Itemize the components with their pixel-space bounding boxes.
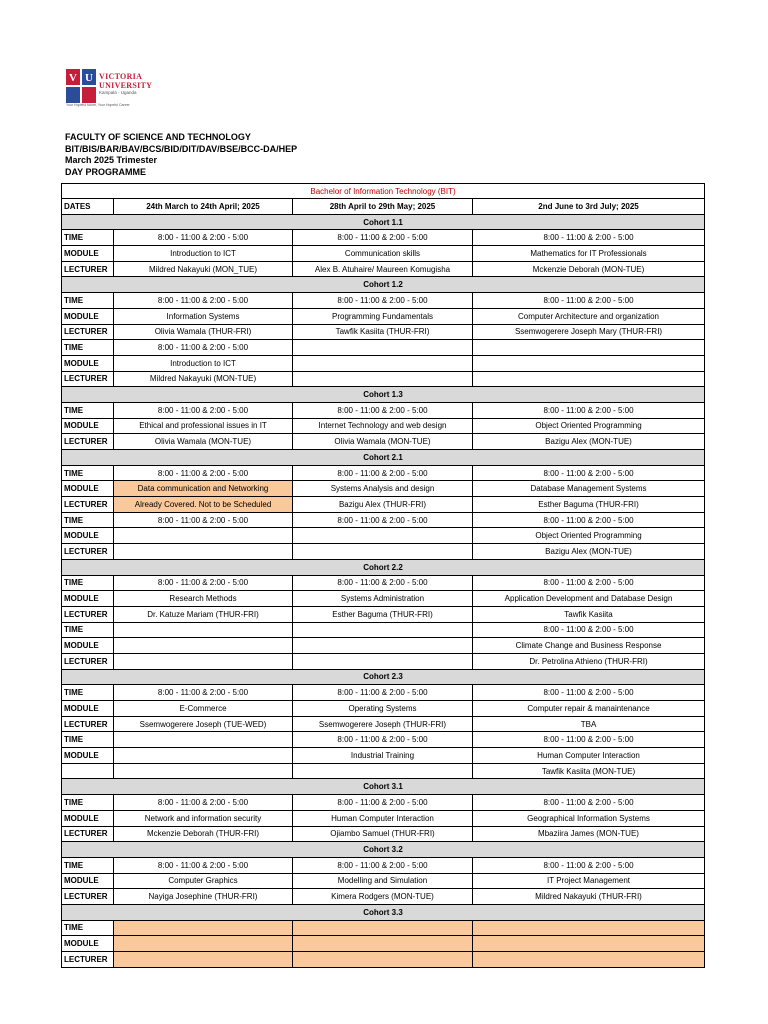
table-row: [62, 810, 705, 826]
table-cell: 8:00 - 11:00 & 2:00 - 5:00: [114, 795, 293, 811]
row-label: TIME: [62, 575, 114, 591]
table-cell: [473, 355, 705, 371]
table-cell: Kimera Rodgers (MON-TUE): [293, 889, 473, 905]
row-label: MODULE: [62, 481, 114, 497]
table-cell: Esther Baguma (THUR-FRI): [473, 497, 705, 513]
table-cell: Computer Graphics: [114, 873, 293, 889]
university-name-line1: VICTORIA: [99, 72, 143, 81]
cohort-row: [62, 779, 705, 795]
table-cell: 8:00 - 11:00 & 2:00 - 5:00: [293, 795, 473, 811]
table-cell: Mckenzie Deborah (MON-TUE): [473, 261, 705, 277]
table-cell: 8:00 - 11:00 & 2:00 - 5:00: [114, 340, 293, 356]
table-cell: E-Commerce: [114, 701, 293, 717]
row-label: TIME: [62, 732, 114, 748]
header-period-1: 24th March to 24th April; 2025: [114, 199, 293, 215]
table-row: [62, 246, 705, 262]
table-cell: Olivia Wamala (MON-TUE): [293, 434, 473, 450]
cohort-row: [62, 214, 705, 230]
row-label: MODULE: [62, 936, 114, 952]
table-cell: [293, 371, 473, 387]
university-name-line2: UNIVERSITY: [99, 81, 153, 90]
table-cell: [114, 544, 293, 560]
cohort-label: Cohort 3.2: [62, 842, 705, 858]
table-cell: Bazigu Alex (THUR-FRI): [293, 497, 473, 513]
row-label: LECTURER: [62, 324, 114, 340]
table-row: [62, 324, 705, 340]
table-title: Bachelor of Information Technology (BIT): [62, 184, 705, 199]
cohort-row: [62, 277, 705, 293]
table-cell: 8:00 - 11:00 & 2:00 - 5:00: [114, 465, 293, 481]
table-cell: [293, 763, 473, 779]
programme-type: DAY PROGRAMME: [65, 166, 147, 177]
row-label: TIME: [62, 512, 114, 528]
table-cell: Introduction to ICT: [114, 246, 293, 262]
table-cell: 8:00 - 11:00 & 2:00 - 5:00: [114, 512, 293, 528]
svg-text:V: V: [69, 72, 77, 84]
cohort-label: Cohort 2.2: [62, 559, 705, 575]
table-row: [62, 889, 705, 905]
table-row: [62, 497, 705, 513]
row-label: LECTURER: [62, 716, 114, 732]
table-cell: [114, 748, 293, 764]
table-cell: Already Covered. Not to be Scheduled: [114, 497, 293, 513]
table-row: [62, 763, 705, 779]
table-cell: [293, 952, 473, 968]
table-cell: [293, 544, 473, 560]
university-tagline: Your Hopeful future, Your Hopeful Career: [66, 103, 130, 107]
table-row: [62, 434, 705, 450]
table-cell: [473, 936, 705, 952]
table-header-row: [62, 199, 705, 215]
row-label: LECTURER: [62, 606, 114, 622]
university-name: [99, 72, 152, 90]
table-cell: Ssemwogerere Joseph (THUR-FRI): [293, 716, 473, 732]
table-title-row: [62, 184, 705, 199]
row-label: TIME: [62, 230, 114, 246]
table-cell: Network and information security: [114, 810, 293, 826]
table-cell: 8:00 - 11:00 & 2:00 - 5:00: [293, 402, 473, 418]
row-label: MODULE: [62, 810, 114, 826]
table-cell: 8:00 - 11:00 & 2:00 - 5:00: [473, 293, 705, 309]
table-cell: [473, 371, 705, 387]
table-row: [62, 716, 705, 732]
table-cell: 8:00 - 11:00 & 2:00 - 5:00: [473, 465, 705, 481]
table-cell: [293, 936, 473, 952]
table-cell: 8:00 - 11:00 & 2:00 - 5:00: [473, 402, 705, 418]
table-cell: 8:00 - 11:00 & 2:00 - 5:00: [473, 732, 705, 748]
table-cell: Mathematics for IT Professionals: [473, 246, 705, 262]
table-cell: Bazigu Alex (MON-TUE): [473, 434, 705, 450]
table-cell: Tawfik Kasiita (MON-TUE): [473, 763, 705, 779]
row-label: LECTURER: [62, 889, 114, 905]
table-cell: [114, 528, 293, 544]
table-cell: Information Systems: [114, 308, 293, 324]
table-row: [62, 528, 705, 544]
table-row: [62, 826, 705, 842]
table-cell: 8:00 - 11:00 & 2:00 - 5:00: [473, 857, 705, 873]
table-row: [62, 465, 705, 481]
table-cell: [114, 622, 293, 638]
table-cell: Ojiambo Samuel (THUR-FRI): [293, 826, 473, 842]
row-label: MODULE: [62, 591, 114, 607]
cohort-label: Cohort 1.3: [62, 387, 705, 403]
table-cell: Object Oriented Programming: [473, 418, 705, 434]
table-row: [62, 512, 705, 528]
table-cell: TBA: [473, 716, 705, 732]
table-cell: Research Methods: [114, 591, 293, 607]
cohort-label: Cohort 3.1: [62, 779, 705, 795]
table-row: [62, 402, 705, 418]
table-cell: Introduction to ICT: [114, 355, 293, 371]
table-row: [62, 638, 705, 654]
table-cell: Mildred Nakayuki (MON_TUE): [114, 261, 293, 277]
table-cell: Modelling and Simulation: [293, 873, 473, 889]
table-cell: Nayiga Josephine (THUR-FRI): [114, 889, 293, 905]
table-row: [62, 481, 705, 497]
table-cell: 8:00 - 11:00 & 2:00 - 5:00: [473, 795, 705, 811]
table-cell: Dr. Katuze Mariam (THUR-FRI): [114, 606, 293, 622]
table-row: [62, 622, 705, 638]
row-label: TIME: [62, 622, 114, 638]
table-cell: Human Computer Interaction: [293, 810, 473, 826]
table-cell: Geographical Information Systems: [473, 810, 705, 826]
row-label: TIME: [62, 340, 114, 356]
row-label: MODULE: [62, 246, 114, 262]
row-label: LECTURER: [62, 952, 114, 968]
table-cell: 8:00 - 11:00 & 2:00 - 5:00: [293, 512, 473, 528]
table-cell: 8:00 - 11:00 & 2:00 - 5:00: [293, 857, 473, 873]
cohort-row: [62, 387, 705, 403]
header-period-3: 2nd June to 3rd July; 2025: [473, 199, 705, 215]
table-cell: Internet Technology and web design: [293, 418, 473, 434]
table-cell: [114, 732, 293, 748]
table-cell: Alex B. Atuhaire/ Maureen Komugisha: [293, 261, 473, 277]
table-row: [62, 920, 705, 936]
row-label: MODULE: [62, 748, 114, 764]
row-label: MODULE: [62, 701, 114, 717]
table-cell: Mbaziira James (MON-TUE): [473, 826, 705, 842]
table-cell: [114, 638, 293, 654]
table-row: [62, 355, 705, 371]
table-cell: Mildred Nakayuki (MON-TUE): [114, 371, 293, 387]
table-cell: 8:00 - 11:00 & 2:00 - 5:00: [293, 230, 473, 246]
table-cell: Systems Administration: [293, 591, 473, 607]
table-cell: [293, 920, 473, 936]
table-row: [62, 732, 705, 748]
svg-text:U: U: [85, 72, 93, 84]
table-cell: Olivia Wamala (MON-TUE): [114, 434, 293, 450]
table-cell: Systems Analysis and design: [293, 481, 473, 497]
table-cell: 8:00 - 11:00 & 2:00 - 5:00: [293, 465, 473, 481]
table-cell: 8:00 - 11:00 & 2:00 - 5:00: [473, 575, 705, 591]
table-cell: [293, 528, 473, 544]
table-row: [62, 701, 705, 717]
table-cell: Ssemwogerere Joseph (TUE-WED): [114, 716, 293, 732]
cohort-label: Cohort 2.3: [62, 669, 705, 685]
table-cell: Mckenzie Deborah (THUR-FRI): [114, 826, 293, 842]
table-cell: Esther Baguma (THUR-FRI): [293, 606, 473, 622]
table-cell: [114, 952, 293, 968]
row-label: LECTURER: [62, 544, 114, 560]
table-cell: Mildred Nakayuki (THUR-FRI): [473, 889, 705, 905]
table-cell: Industrial Training: [293, 748, 473, 764]
table-cell: [293, 622, 473, 638]
trimester-label: March 2025 Trimester: [65, 155, 158, 165]
table-cell: 8:00 - 11:00 & 2:00 - 5:00: [114, 293, 293, 309]
university-location: Kampala - Uganda: [99, 90, 137, 95]
table-row: [62, 685, 705, 701]
row-label: [62, 763, 114, 779]
table-cell: Tawfik Kasiita: [473, 606, 705, 622]
table-cell: 8:00 - 11:00 & 2:00 - 5:00: [293, 293, 473, 309]
row-label: LECTURER: [62, 434, 114, 450]
table-cell: [114, 653, 293, 669]
row-label: LECTURER: [62, 653, 114, 669]
table-cell: Application Development and Database Design: [473, 591, 705, 607]
table-cell: Computer repair & manaintenance: [473, 701, 705, 717]
table-row: [62, 293, 705, 309]
row-label: MODULE: [62, 355, 114, 371]
row-label: LECTURER: [62, 826, 114, 842]
table-cell: 8:00 - 11:00 & 2:00 - 5:00: [473, 230, 705, 246]
row-label: TIME: [62, 920, 114, 936]
table-cell: Olivia Wamala (THUR-FRI): [114, 324, 293, 340]
table-cell: [293, 340, 473, 356]
table-row: [62, 575, 705, 591]
table-cell: [473, 952, 705, 968]
table-row: [62, 308, 705, 324]
table-cell: Data communication and Networking: [114, 481, 293, 497]
cohort-row: [62, 559, 705, 575]
table-cell: [114, 936, 293, 952]
table-cell: Dr. Petrolina Athieno (THUR-FRI): [473, 653, 705, 669]
table-cell: Computer Architecture and organization: [473, 308, 705, 324]
row-label: TIME: [62, 795, 114, 811]
programme-codes: BIT/BIS/BAR/BAV/BCS/BID/DIT/DAV/BSE/BCC-DA/HEP: [65, 143, 298, 154]
table-cell: 8:00 - 11:00 & 2:00 - 5:00: [114, 230, 293, 246]
cohort-row: [62, 904, 705, 920]
table-row: [62, 952, 705, 968]
row-label: LECTURER: [62, 497, 114, 513]
cohort-label: Cohort 2.1: [62, 450, 705, 466]
table-cell: Bazigu Alex (MON-TUE): [473, 544, 705, 560]
table-row: [62, 418, 705, 434]
table-cell: [473, 340, 705, 356]
table-cell: Programming Fundamentals: [293, 308, 473, 324]
table-row: [62, 873, 705, 889]
table-cell: [293, 355, 473, 371]
cohort-label: Cohort 1.1: [62, 214, 705, 230]
table-cell: 8:00 - 11:00 & 2:00 - 5:00: [473, 512, 705, 528]
cohort-row: [62, 842, 705, 858]
document-heading: [65, 132, 297, 178]
table-cell: Ethical and professional issues in IT: [114, 418, 293, 434]
table-cell: 8:00 - 11:00 & 2:00 - 5:00: [293, 575, 473, 591]
table-cell: 8:00 - 11:00 & 2:00 - 5:00: [473, 622, 705, 638]
cohort-row: [62, 450, 705, 466]
table-row: [62, 230, 705, 246]
faculty-title: FACULTY OF SCIENCE AND TECHNOLOGY: [65, 132, 251, 142]
table-cell: 8:00 - 11:00 & 2:00 - 5:00: [293, 685, 473, 701]
table-row: [62, 857, 705, 873]
row-label: MODULE: [62, 528, 114, 544]
cohort-label: Cohort 3.3: [62, 904, 705, 920]
table-row: [62, 371, 705, 387]
table-cell: Human Computer Interaction: [473, 748, 705, 764]
table-cell: [114, 920, 293, 936]
table-cell: Ssemwogerere Joseph Mary (THUR-FRI): [473, 324, 705, 340]
header-period-2: 28th April to 29th May; 2025: [293, 199, 473, 215]
table-row: [62, 795, 705, 811]
table-cell: [293, 653, 473, 669]
row-label: MODULE: [62, 418, 114, 434]
table-cell: Communication skills: [293, 246, 473, 262]
table-cell: Database Management Systems: [473, 481, 705, 497]
header-dates: DATES: [62, 199, 114, 215]
table-cell: 8:00 - 11:00 & 2:00 - 5:00: [114, 857, 293, 873]
row-label: TIME: [62, 465, 114, 481]
table-cell: Climate Change and Business Response: [473, 638, 705, 654]
table-row: [62, 606, 705, 622]
table-row: [62, 544, 705, 560]
table-cell: [473, 920, 705, 936]
table-row: [62, 261, 705, 277]
row-label: LECTURER: [62, 371, 114, 387]
timetable: [61, 183, 705, 968]
table-cell: [293, 638, 473, 654]
table-row: [62, 748, 705, 764]
table-cell: [114, 763, 293, 779]
table-cell: Operating Systems: [293, 701, 473, 717]
table-cell: IT Project Management: [473, 873, 705, 889]
university-logo: [66, 69, 166, 109]
row-label: MODULE: [62, 308, 114, 324]
row-label: TIME: [62, 857, 114, 873]
table-cell: Tawfik Kasiita (THUR-FRI): [293, 324, 473, 340]
row-label: MODULE: [62, 638, 114, 654]
row-label: TIME: [62, 293, 114, 309]
table-cell: 8:00 - 11:00 & 2:00 - 5:00: [293, 732, 473, 748]
row-label: TIME: [62, 685, 114, 701]
table-cell: 8:00 - 11:00 & 2:00 - 5:00: [114, 402, 293, 418]
cohort-row: [62, 669, 705, 685]
row-label: MODULE: [62, 873, 114, 889]
table-cell: 8:00 - 11:00 & 2:00 - 5:00: [473, 685, 705, 701]
cohort-label: Cohort 1.2: [62, 277, 705, 293]
row-label: LECTURER: [62, 261, 114, 277]
vu-crest-icon: [66, 69, 96, 103]
table-row: [62, 591, 705, 607]
table-row: [62, 340, 705, 356]
table-row: [62, 653, 705, 669]
row-label: TIME: [62, 402, 114, 418]
table-cell: 8:00 - 11:00 & 2:00 - 5:00: [114, 575, 293, 591]
table-cell: Object Oriented Programming: [473, 528, 705, 544]
table-row: [62, 936, 705, 952]
table-cell: 8:00 - 11:00 & 2:00 - 5:00: [114, 685, 293, 701]
